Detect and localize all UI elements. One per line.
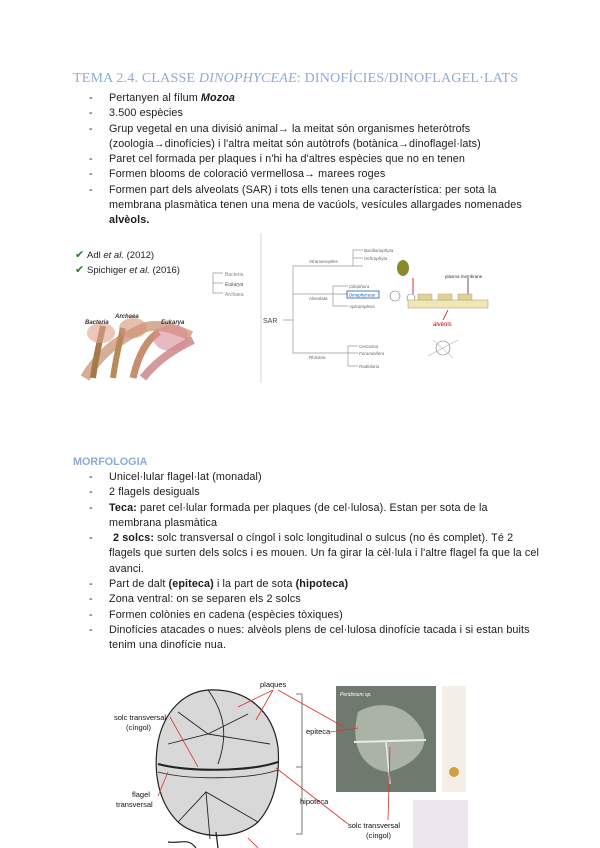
clade-bacteria: Bacteria [225, 272, 244, 278]
label-solc-transversal-left: solc transversal [114, 713, 167, 722]
micrograph-label: Peridinium sp. [340, 692, 372, 698]
list-item: - Grup vegetal en una divisió animal→ la meitat són organismes heteròtrofs (zoologia→dinofícies) i l'altra meitat són autòtrofs (botànica→dinoflagel·lats) [89, 122, 539, 153]
label-bacteria: Bacteria [85, 320, 109, 326]
checkmark-icon: ✔ [75, 249, 85, 261]
intro-list [89, 91, 539, 229]
node-alveolata: Alveolata [309, 296, 328, 301]
label-solc-transversal-right: solc transversal [348, 821, 401, 830]
label-plaques: plaques [260, 680, 287, 689]
diatom-illustration [397, 260, 409, 276]
label-hipoteca: hipoteca [300, 797, 329, 806]
reference-spichiger: Spichiger et al. (2016) [87, 265, 180, 276]
list-item: - Formen colònies en cadena (espècies tòxiques) [89, 608, 539, 623]
label-cingol-left: (cíngol) [126, 723, 152, 732]
list-item: - Teca: paret cel·lular formada per plaques (de cel·lulosa). Estan per sota de la membrana plasmàtica [89, 501, 539, 532]
list-item: - 2 solcs: solc transversal o cíngol i solc longitudinal o sulcus (no és complet). Té 2 flagels que surten dels solcs i es mouen. Un fa girar la cèl·lula i l'altre flagel fa que la cel avanci. [89, 531, 539, 577]
list-item: - Pertanyen al fílum Mozoa [89, 91, 539, 106]
node-stramenopiles: Stramenopiles [309, 259, 338, 264]
taxon-bacillariophyta: Bacillariophyta [364, 248, 394, 253]
taxon-dinophyceae: Dinophyceae [349, 292, 376, 298]
label-epiteca: epiteca [306, 727, 331, 736]
label-archaea: Archaea [115, 314, 139, 320]
list-item: - Unicel·lular flagel·lat (monadal) [89, 470, 539, 485]
list-item: - Paret cel formada per plaques i n'hi ha d'altres espècies que no en tenen [89, 152, 539, 167]
node-rhizaria: Rhizaria [309, 355, 326, 360]
taxon-ciliophora: Ciliophora [349, 284, 370, 289]
label-sar: SAR [263, 318, 278, 325]
taxon-cercozoa: Cercozoa [359, 344, 379, 349]
list-item: - Dinofícies atacades o nues: alvèols plens de cel·lulosa dinofície tacada i si estan buits tenim una dinofície nua. [89, 623, 539, 654]
taxon-ochrophyta: Ochrophyta [364, 256, 388, 261]
list-item: - Formen blooms de coloració vermellosa→ marees roges [89, 167, 539, 182]
clade-eukarya: Eukarya [225, 282, 244, 288]
label-flagel: flagel [132, 790, 150, 799]
label-alveols: alvèols [433, 322, 452, 328]
checkmark-icon: ✔ [75, 264, 85, 276]
morfologia-list [89, 470, 539, 654]
tree-of-life-illustration [85, 314, 193, 378]
clade-archaea: Archaea [225, 292, 244, 298]
phylogeny-figure [73, 228, 523, 388]
section-heading-morfologia: MORFOLOGIA [73, 456, 148, 468]
dinoflagellate-drawing [156, 690, 278, 848]
taxon-foraminifera: Foraminifera [359, 351, 385, 356]
page-title: TEMA 2.4. CLASSE DINOPHYCEAE: DINOFÍCIES/DINOFLAGEL·LATS [73, 71, 519, 86]
list-item: - Formen part dels alveolats (SAR) i tots ells tenen una característica: per sota la membrana plasmàtica tenen una mena de vacúols, vesícules allargades nomenades alvèols. [89, 183, 539, 229]
taxon-apicomplexa: Apicomplexa [349, 304, 375, 309]
clade-tree [213, 273, 223, 293]
reference-adl: Adl et al. (2012) [87, 250, 155, 261]
label-plasma-membrane: plasma membrane [445, 274, 483, 279]
dinoflagellate-morphology-figure [108, 672, 468, 848]
list-item: - 3.500 espècies [89, 106, 539, 121]
alveoli-diagram [408, 274, 488, 328]
taxon-radiolaria: Radiolaria [359, 364, 380, 369]
list-item: - Zona ventral: on se separen els 2 solcs [89, 592, 539, 607]
label-transversal: transversal [116, 800, 153, 809]
list-item: - 2 flagels desiguals [89, 485, 539, 500]
label-eukarya: Eukarya [161, 320, 185, 326]
list-item: - Part de dalt (epiteca) i la part de sota (hipoteca) [89, 577, 539, 592]
label-cingol-right: (cíngol) [366, 831, 392, 840]
